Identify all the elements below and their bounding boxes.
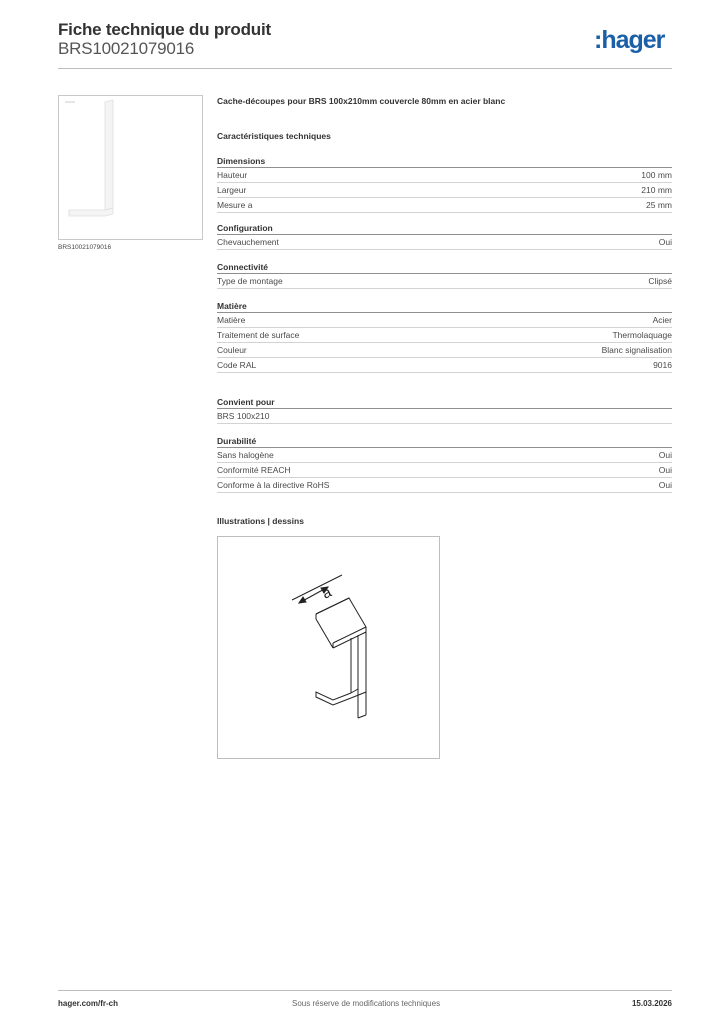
- section-durabilite: [217, 435, 672, 493]
- spec-value: Oui: [658, 450, 672, 460]
- spec-label: Conforme à la directive RoHS: [217, 480, 330, 490]
- section-configuration: [217, 222, 672, 250]
- spec-label: BRS 100x210: [217, 411, 270, 421]
- spec-row: [217, 274, 672, 289]
- technical-characteristics-heading: Caractéristiques techniques: [217, 131, 331, 141]
- spec-value: 210 mm: [641, 185, 672, 195]
- spec-row: [217, 409, 672, 424]
- product-reference: BRS10021079016: [58, 39, 195, 58]
- thumbnail-caption: BRS10021079016: [58, 244, 112, 251]
- section-title: Matière: [217, 300, 672, 313]
- spec-value: Acier: [652, 315, 672, 325]
- spec-value: Thermolaquage: [612, 330, 672, 340]
- spec-label: Conformité REACH: [217, 465, 291, 475]
- spec-label: Traitement de surface: [217, 330, 300, 340]
- spec-label: Couleur: [217, 345, 247, 355]
- section-title: Durabilité: [217, 435, 672, 448]
- section-title: Configuration: [217, 222, 672, 235]
- spec-value: 9016: [653, 360, 672, 370]
- spec-row: [217, 168, 672, 183]
- spec-label: Code RAL: [217, 360, 257, 370]
- spec-row: [217, 343, 672, 358]
- technical-drawing-svg: [218, 537, 439, 758]
- dimension-label-a: a: [319, 583, 335, 603]
- section-dimensions: [217, 155, 672, 213]
- product-thumbnail-image: [59, 96, 202, 239]
- spec-row: [217, 448, 672, 463]
- spec-row: [217, 358, 672, 373]
- spec-label: Sans halogène: [217, 450, 274, 460]
- product-description: Cache-découpes pour BRS 100x210mm couvercle 80mm en acier blanc: [217, 96, 506, 106]
- section-matiere: [217, 300, 672, 373]
- spec-value: Blanc signalisation: [601, 345, 672, 355]
- footer-notice: Sous réserve de modifications techniques: [292, 999, 441, 1008]
- footer-divider: [58, 990, 672, 991]
- illustrations-heading: Illustrations | dessins: [217, 516, 304, 526]
- spec-value: Oui: [658, 237, 672, 247]
- spec-value: Oui: [658, 480, 672, 490]
- section-title: Connectivité: [217, 261, 672, 274]
- product-thumbnail: [58, 95, 203, 240]
- spec-label: Matière: [217, 315, 246, 325]
- section-connectivite: [217, 261, 672, 289]
- section-convient-pour: [217, 396, 672, 424]
- header-divider: [58, 68, 672, 69]
- spec-row: [217, 328, 672, 343]
- spec-label: Hauteur: [217, 170, 248, 180]
- section-title: Convient pour: [217, 396, 672, 409]
- spec-label: Chevauchement: [217, 237, 279, 247]
- spec-value: Clipsé: [648, 276, 672, 286]
- spec-row: [217, 478, 672, 493]
- hager-logo[interactable]: :hager: [594, 26, 665, 54]
- spec-row: [217, 235, 672, 250]
- spec-label: Type de montage: [217, 276, 283, 286]
- spec-value: 100 mm: [641, 170, 672, 180]
- spec-value: 25 mm: [646, 200, 672, 210]
- footer-date: 15.03.2026: [631, 999, 672, 1008]
- spec-value: Oui: [658, 465, 672, 475]
- page-title: Fiche technique du produit: [58, 20, 271, 39]
- section-title: Dimensions: [217, 155, 672, 168]
- footer-website-link[interactable]: hager.com/fr-ch: [58, 999, 119, 1008]
- spec-row: [217, 183, 672, 198]
- spec-row: [217, 198, 672, 213]
- spec-row: [217, 463, 672, 478]
- spec-label: Mesure a: [217, 200, 253, 210]
- spec-label: Largeur: [217, 185, 247, 195]
- technical-drawing: [217, 536, 440, 759]
- spec-row: [217, 313, 672, 328]
